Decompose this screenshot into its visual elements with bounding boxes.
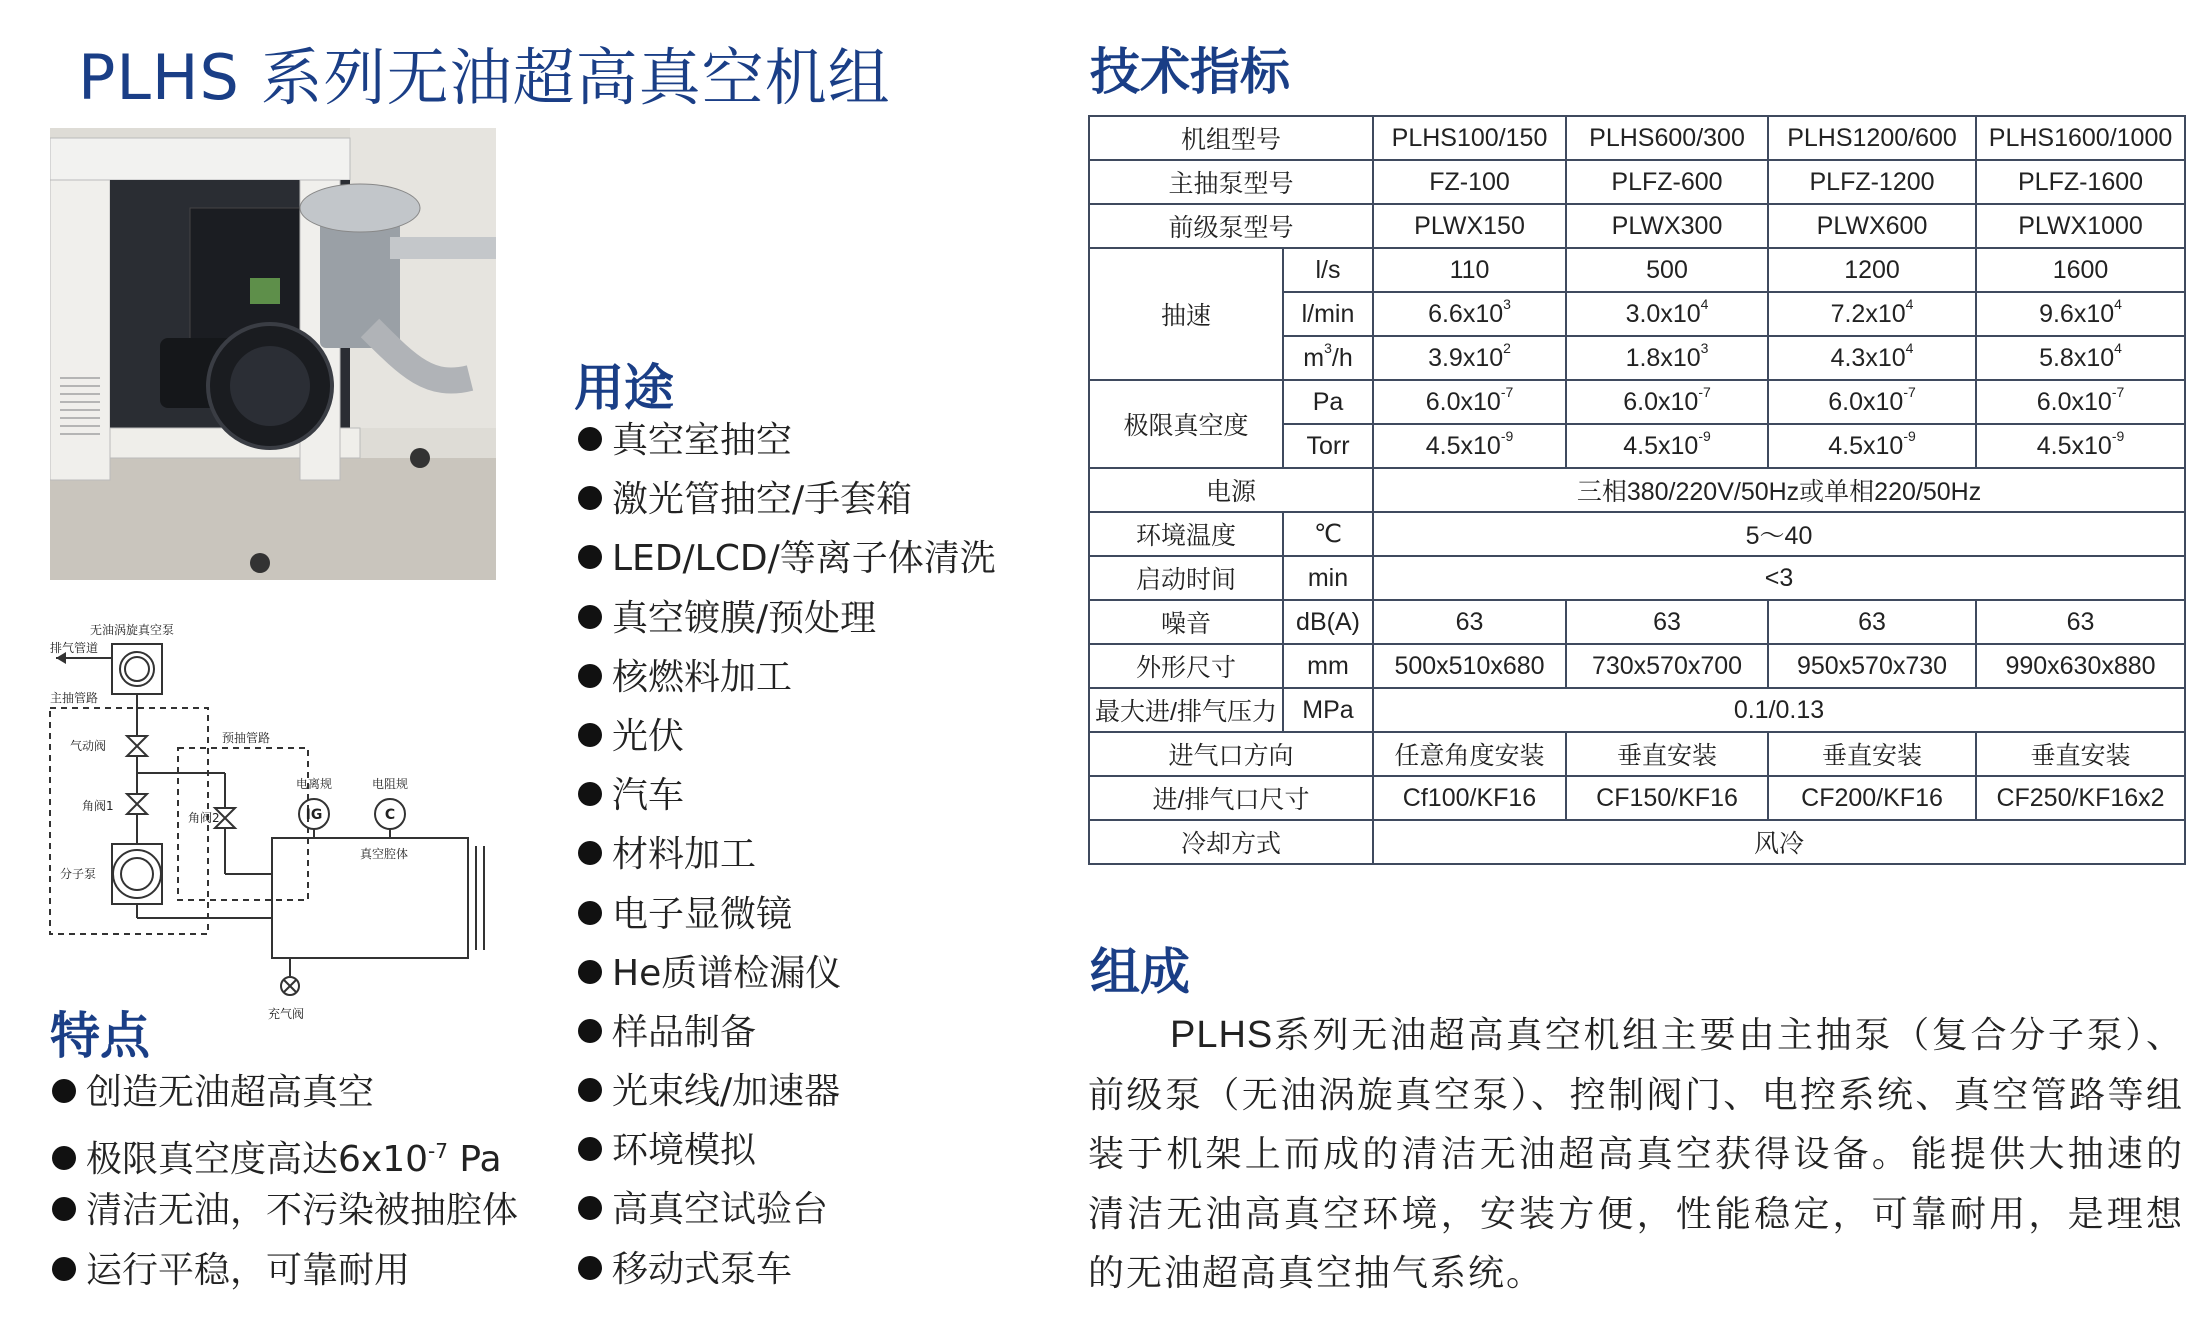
list-item: LED/LCD/等离子体清洗 (578, 529, 996, 588)
bullet-icon (578, 605, 602, 629)
bullet-icon (52, 1146, 76, 1170)
resistance-gauge-symbol: C (384, 807, 396, 823)
table-row: 启动时间 min <3 (1089, 556, 2185, 600)
features-list (52, 1063, 518, 1300)
list-item: 创造无油超高真空 (52, 1063, 518, 1122)
bullet-icon (52, 1079, 76, 1103)
list-item: 移动式泵车 (578, 1240, 996, 1299)
bullet-icon (578, 486, 602, 510)
product-photo (50, 128, 496, 580)
vacuum-system-schematic (42, 618, 502, 1028)
list-item: 材料加工 (578, 825, 996, 884)
bullet-icon (578, 1196, 602, 1220)
list-item: 汽车 (578, 766, 996, 825)
table-row: 进/排气口尺寸 Cf100/KF16 CF150/KF16 CF200/KF16 CF250/KF16x2 (1089, 776, 2185, 820)
list-item: 环境模拟 (578, 1121, 996, 1180)
bullet-icon (578, 1078, 602, 1102)
table-row: l/min $6.6x10^3$ $3.0x10^4$ $7.2x10^4$ $9.6x10^4$ (1089, 292, 2185, 336)
bullet-icon (578, 901, 602, 925)
table-row: 噪音 dB(A) 63 63 63 63 (1089, 600, 2185, 644)
list-item: 极限真空度高达$6x10^{-7}$ Pa (52, 1122, 518, 1181)
label-ion-gauge: 电离规 (296, 777, 333, 791)
list-item: 真空镀膜/预处理 (578, 589, 996, 648)
label-main-line: 主抽管路 (50, 691, 99, 705)
table-row: 前级泵型号 PLWX150 PLWX300 PLWX600 PLWX1000 (1089, 204, 2185, 248)
list-item: 激光管抽空/手套箱 (578, 470, 996, 529)
features-heading: 特点 (50, 1007, 150, 1065)
uses-heading: 用途 (574, 359, 674, 417)
bullet-icon (578, 1137, 602, 1161)
table-row: 电源 三相380/220V/50Hz或单相220/50Hz (1089, 468, 2185, 512)
list-item: 运行平稳，可靠耐用 (52, 1241, 518, 1300)
table-row: Torr $4.5x10^{-9}$ $4.5x10^{-9}$ $4.5x10^{-9}$ $4.5x10^{-9}$ (1089, 424, 2185, 468)
composition-paragraph: PLHS系列无油超高真空机组主要由主抽泵（复合分子泵）、前级泵（无油涡旋真空泵）、控制阀门、电控系统、真空管路等组装于机架上而成的清洁无油超高真空获得设备。能提供大抽速的清洁无油高真空环境，安装方便，性能稳定，可靠耐用，是理想的无油超高真空抽气系统。 (1088, 1014, 2184, 1294)
table-row: 冷却方式 风冷 (1089, 820, 2185, 864)
bullet-icon (578, 427, 602, 451)
label-chamber: 真空腔体 (360, 847, 409, 861)
specs-heading: 技术指标 (1090, 43, 1290, 101)
uses-list (578, 411, 996, 1299)
bullet-icon (578, 782, 602, 806)
bullet-icon (578, 723, 602, 747)
table-row: 环境温度 ℃ 5～40 (1089, 512, 2185, 556)
list-item: He质谱检漏仪 (578, 944, 996, 1003)
label-scroll-pump: 无油涡旋真空泵 (90, 623, 175, 637)
list-item: 核燃料加工 (578, 648, 996, 707)
list-item: 样品制备 (578, 1003, 996, 1062)
label-angle-valve-1: 角阀1 (82, 799, 114, 813)
ion-gauge-symbol: IG (305, 807, 323, 823)
list-item: 光伏 (578, 707, 996, 766)
label-vent-valve: 充气阀 (268, 1007, 305, 1021)
list-item: 真空室抽空 (578, 411, 996, 470)
table-row: 外形尺寸 mm 500x510x680 730x570x700 950x570x730 990x630x880 (1089, 644, 2185, 688)
composition-heading: 组成 (1090, 943, 1190, 1001)
table-row: 机组型号 PLHS100/150 PLHS600/300 PLHS1200/600 PLHS1600/1000 (1089, 116, 2185, 160)
label-exhaust: 排气管道 (50, 641, 99, 655)
table-row: 进气口方向 任意角度安装 垂直安装 垂直安装 垂直安装 (1089, 732, 2185, 776)
label-angle-valve-2: 角阀2 (188, 811, 220, 825)
label-molecular-pump: 分子泵 (60, 867, 97, 881)
table-row: $m^3/h$ $3.9x10^2$ $1.8x10^3$ $4.3x10^4$ $5.8x10^4$ (1089, 336, 2185, 380)
bullet-icon (578, 1256, 602, 1280)
bullet-icon (578, 841, 602, 865)
bullet-icon (578, 960, 602, 984)
bullet-icon (578, 1019, 602, 1043)
table-row: 极限真空度 Pa $6.0x10^{-7}$ $6.0x10^{-7}$ $6.0x10^{-7}$ $6.0x10^{-7}$ (1089, 380, 2185, 424)
list-item: 高真空试验台 (578, 1180, 996, 1239)
list-item: 光束线/加速器 (578, 1062, 996, 1121)
table-row: 最大进/排气压力 MPa 0.1/0.13 (1089, 688, 2185, 732)
bullet-icon (578, 545, 602, 569)
bullet-icon (578, 664, 602, 688)
label-pneumatic-valve: 气动阀 (70, 739, 107, 753)
spec-table (1088, 115, 2186, 865)
list-item: 清洁无油，不污染被抽腔体 (52, 1181, 518, 1240)
table-row: 主抽泵型号 FZ-100 PLFZ-600 PLFZ-1200 PLFZ-1600 (1089, 160, 2185, 204)
bullet-icon (52, 1257, 76, 1281)
list-item: 电子显微镜 (578, 885, 996, 944)
label-rough-line: 预抽管路 (222, 731, 271, 745)
page-title: PLHS 系列无油超高真空机组 (78, 41, 891, 114)
label-resistance-gauge: 电阻规 (372, 777, 409, 791)
table-row: 抽速 l/s 110 500 1200 1600 (1089, 248, 2185, 292)
bullet-icon (52, 1197, 76, 1221)
